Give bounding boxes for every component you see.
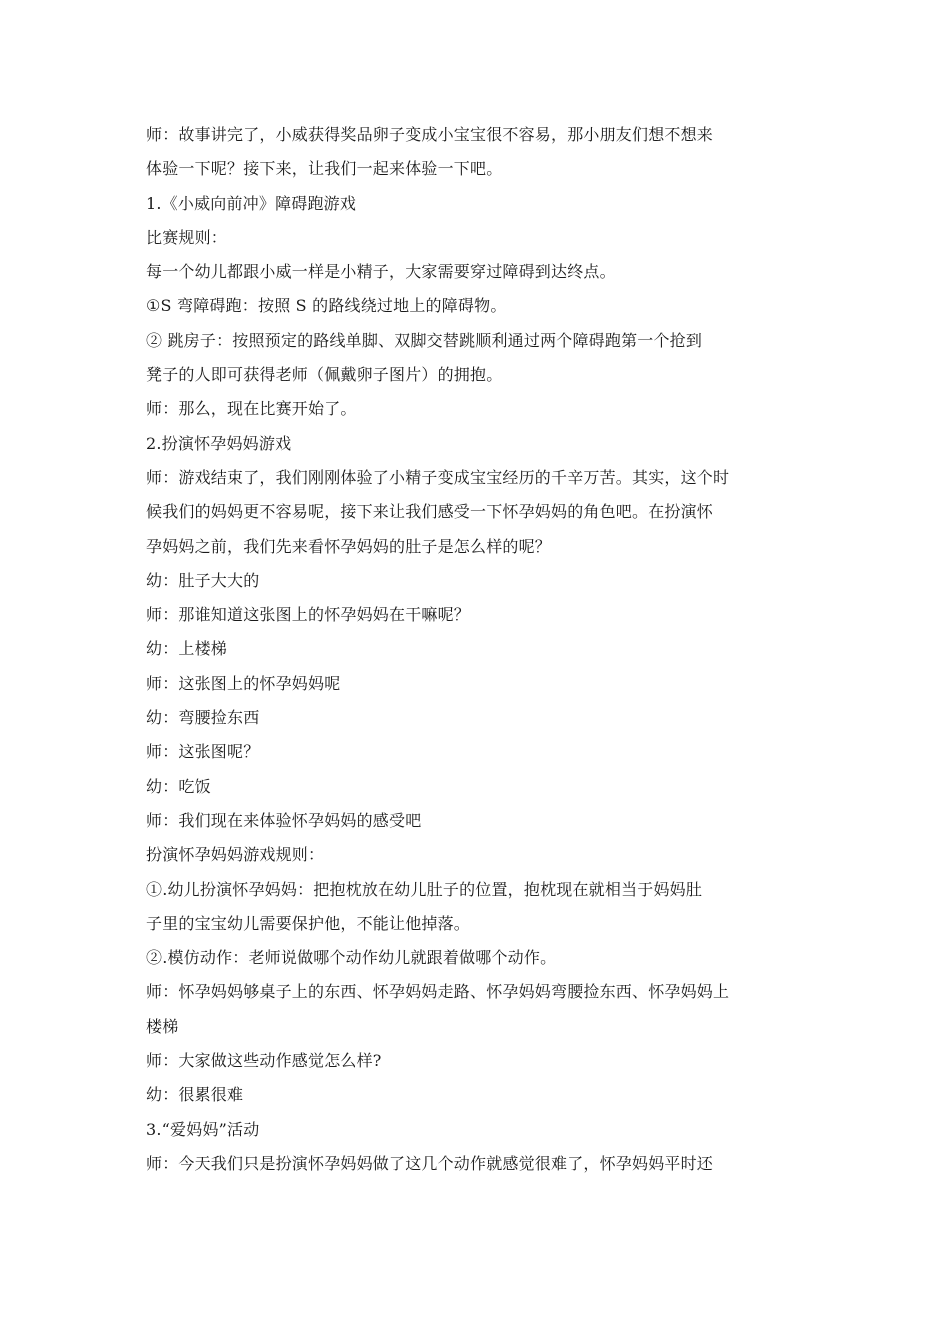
- text-line: 师：我们现在来体验怀孕妈妈的感受吧: [146, 810, 422, 830]
- text-line: 师：大家做这些动作感觉怎么样?: [146, 1051, 382, 1071]
- text-line: 孕妈妈之前，我们先来看怀孕妈妈的肚子是怎么样的呢？: [146, 536, 552, 556]
- section-heading: 3.“爱妈妈”活动: [146, 1119, 260, 1139]
- text-line: 候我们的妈妈更不容易呢，接下来让我们感受一下怀孕妈妈的角色吧。在扮演怀: [146, 502, 714, 522]
- list-item: ② 跳房子：按照预定的路线单脚、双脚交替跳顺利通过两个障碍跑第一个抢到: [146, 330, 703, 350]
- text-line: 幼：上楼梯: [146, 639, 228, 659]
- text-line: 师：这张图呢？: [146, 742, 260, 762]
- text-line: 幼：肚子大大的: [146, 570, 260, 590]
- text-line: 师：今天我们只是扮演怀孕妈妈做了这几个动作就感觉很难了，怀孕妈妈平时还: [146, 1153, 714, 1173]
- text-line: 凳子的人即可获得老师（佩戴卵子图片）的拥抱。: [146, 365, 503, 385]
- text-line: 师：那么，现在比赛开始了。: [146, 399, 357, 419]
- text-line: 比赛规则：: [146, 227, 228, 247]
- text-line: 师：这张图上的怀孕妈妈呢: [146, 673, 341, 693]
- text-line: 幼：很累很难: [146, 1085, 244, 1105]
- text-line: 师：游戏结束了，我们刚刚体验了小精子变成宝宝经历的千辛万苦。其实，这个时: [146, 467, 730, 487]
- text-line: 扮演怀孕妈妈游戏规则：: [146, 845, 325, 865]
- text-line: 师：那谁知道这张图上的怀孕妈妈在干嘛呢？: [146, 605, 471, 625]
- text-line: 师：故事讲完了，小威获得奖品卵子变成小宝宝很不容易，那小朋友们想不想来: [146, 125, 714, 144]
- text-line: 每一个幼儿都跟小威一样是小精子，大家需要穿过障碍到达终点。: [146, 262, 616, 282]
- text-line: 幼：弯腰捡东西: [146, 708, 260, 728]
- document-page: [146, 118, 814, 1181]
- list-item: ①.幼儿扮演怀孕妈妈：把抱枕放在幼儿肚子的位置，抱枕现在就相当于妈妈肚: [146, 879, 703, 899]
- list-item: ②.模仿动作：老师说做哪个动作幼儿就跟着做哪个动作。: [146, 948, 557, 968]
- list-item: ①S 弯障碍跑：按照 S 的路线绕过地上的障碍物。: [146, 296, 507, 316]
- section-heading: 1.《小威向前冲》障碍跑游戏: [146, 193, 357, 213]
- text-line: 体验一下呢？接下来，让我们一起来体验一下吧。: [146, 159, 503, 179]
- section-heading: 2.扮演怀孕妈妈游戏: [146, 433, 292, 453]
- text-line: 楼梯: [146, 1016, 179, 1036]
- text-line: 幼：吃饭: [146, 776, 211, 796]
- text-line: 子里的宝宝幼儿需要保护他，不能让他掉落。: [146, 913, 471, 933]
- text-line: 师：怀孕妈妈够桌子上的东西、怀孕妈妈走路、怀孕妈妈弯腰捡东西、怀孕妈妈上: [146, 982, 730, 1002]
